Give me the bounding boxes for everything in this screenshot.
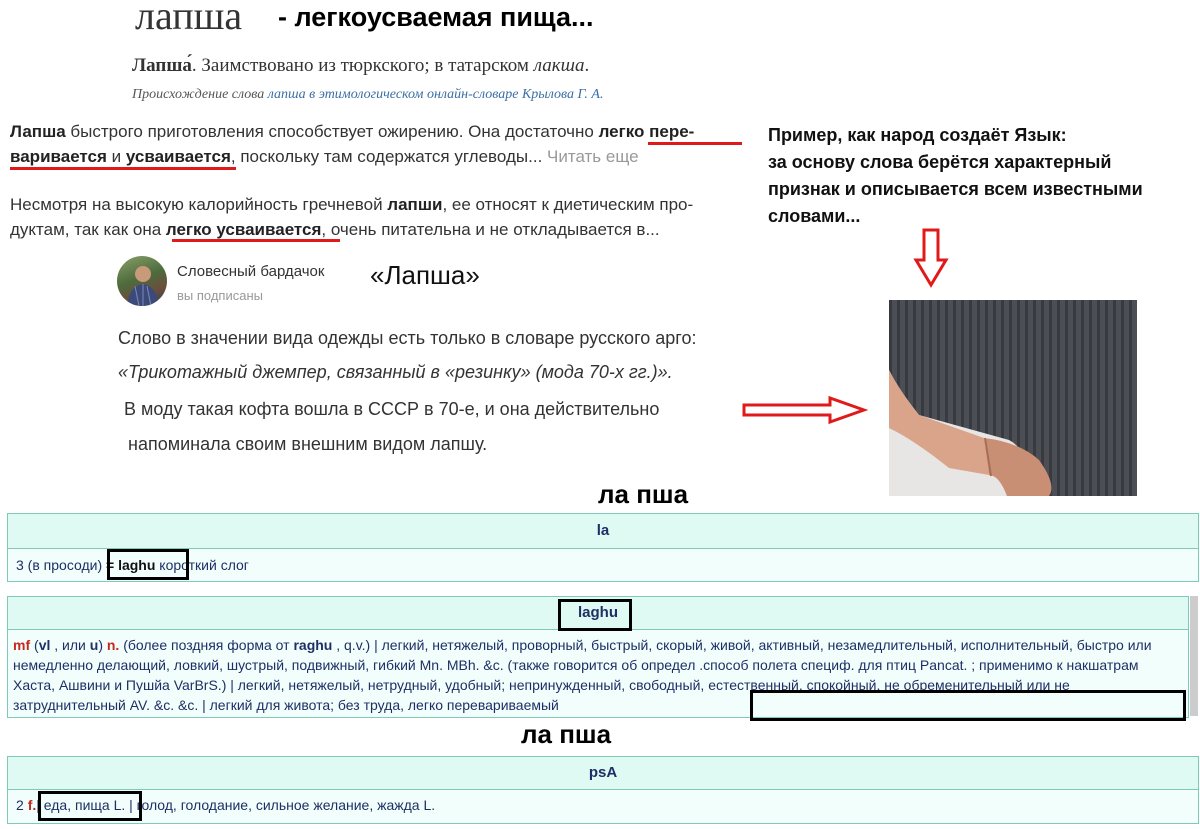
underline	[648, 142, 742, 145]
snippet-text: дуктам, так как она	[10, 220, 166, 239]
snippet-keyword: легко усваивается	[165, 220, 322, 239]
highlight-box	[558, 599, 632, 631]
entry-text: 3 (в просоди)	[16, 557, 106, 573]
example-note	[768, 122, 1143, 230]
highlight-box	[38, 791, 142, 821]
subscription-status: вы подписаны	[177, 288, 263, 303]
etymology-source	[132, 87, 603, 103]
snippet-keyword: Лапша	[10, 122, 66, 141]
arrow-right-icon	[742, 396, 868, 424]
snippet-keyword: легко пере-	[598, 122, 695, 141]
source-link[interactable]: лапша в этимологическом онлайн-словаре Крылова Г. А.	[267, 87, 604, 102]
avatar[interactable]	[117, 256, 167, 306]
etymology-headword: Лапша́	[132, 55, 192, 76]
grammar-tag: mf	[13, 637, 31, 653]
snippet-keyword: усваивается	[125, 147, 231, 166]
grammar-tag: f.	[27, 797, 37, 813]
note-line: Пример, как народ создаёт Язык:	[768, 125, 1067, 145]
entry-text: vl	[38, 637, 51, 653]
entry-text: )	[98, 637, 107, 653]
entry-text: , или	[50, 637, 90, 653]
entry-head: la	[8, 514, 1198, 549]
headline-tagline: - легкоусваемая пища...	[278, 2, 594, 32]
boxed-term: | легкий для живота; без труда, легко перевариваемый	[202, 697, 559, 713]
entry-head: psA	[8, 757, 1198, 790]
argo-line-4: напоминала своим внешним видом лапшу.	[128, 434, 488, 454]
underline	[172, 239, 340, 242]
argo-line-1: Слово в значении вида одежды есть только в словаре русского арго:	[118, 328, 697, 348]
note-line: признак и описывается всем известными	[768, 179, 1143, 199]
headword-title: лапша	[135, 0, 243, 38]
entry-text: короткий слог	[155, 557, 249, 573]
note-line: за основу слова берётся характерный	[768, 152, 1112, 172]
snippet-keyword: варивается	[10, 147, 107, 166]
read-more-link[interactable]: Читать еще	[547, 147, 639, 166]
section-header: ла пша	[598, 479, 689, 509]
entry-text: , q.v.) | легкий, нетяжелый, проворный, быстрый, скорый, живой, активный, незамедлительный, исполнительный, быстро или немедленно делающий, ловкий, шустрый, подвижный, гибкий Mn. MBh. &c. (также говорится об определ .способ полета специф. для птиц Pancat. ; применимо к накшатрам Хаста, Ашвини и Пушйа VarBrS.) | легкий, нетяжелый, нетрудный, удобный; непринужденный, свободный, естественный, спокойный, не обременительный или не затруднительный AV. &c. &c.	[13, 637, 1152, 713]
search-snippet-1	[10, 119, 750, 169]
snippet-text: , очень питательна и не откладывается в...	[321, 220, 660, 239]
etymology-end: .	[584, 55, 590, 76]
underline	[10, 167, 236, 170]
highlight-box	[107, 549, 189, 580]
highlight-box	[750, 690, 1186, 721]
entry-text: 2	[16, 797, 28, 813]
etymology-text: . Заимствовано из тюркского; в татарском	[191, 55, 534, 76]
snippet-text: , ее относят к диетическим про-	[442, 195, 694, 214]
source-prefix: Происхождение слова	[132, 87, 268, 102]
channel-name[interactable]: Словесный бардачок	[177, 263, 325, 280]
snippet-text: быстрого приготовления способствует ожирению. Она достаточно	[65, 122, 599, 141]
grammar-tag: n.	[106, 637, 120, 653]
dictionary-entry-psa	[7, 756, 1199, 824]
search-snippet-2	[10, 192, 750, 242]
etymology-italic: лакша	[533, 55, 585, 76]
entry-text: u	[89, 637, 99, 653]
etymology-entry	[132, 55, 589, 77]
arrow-down-icon	[913, 228, 949, 288]
section-header: ла пша	[521, 719, 612, 749]
snippet-keyword: лапши	[387, 195, 443, 214]
boxed-term: = laghu	[106, 557, 156, 573]
snippet-text: и	[106, 147, 126, 166]
entry-text: raghu	[293, 637, 333, 653]
entry-text: | голод, голодание, сильное желание, жажда L.	[125, 797, 436, 813]
snippet-text: Несмотря на высокую калорийность гречневой	[10, 195, 388, 214]
entry-head: laghu	[8, 597, 1188, 630]
article-title: «Лапша»	[370, 260, 480, 290]
argo-line-2: «Трикотажный джемпер, связанный в «резинку» (мода 70-х гг.)».	[118, 362, 673, 382]
argo-line-3: В моду такая кофта вошла в СССР в 70-е, и она действительно	[124, 399, 660, 419]
boxed-term: | еда, пища L.	[36, 797, 126, 813]
note-line: словами...	[768, 206, 861, 226]
entry-text: (	[30, 637, 39, 653]
entry-text: (более поздняя форма от	[119, 637, 294, 653]
scrollbar[interactable]	[1190, 596, 1198, 716]
snippet-text: , поскольку там содержатся углеводы...	[230, 147, 548, 166]
sweater-photo	[889, 300, 1137, 496]
